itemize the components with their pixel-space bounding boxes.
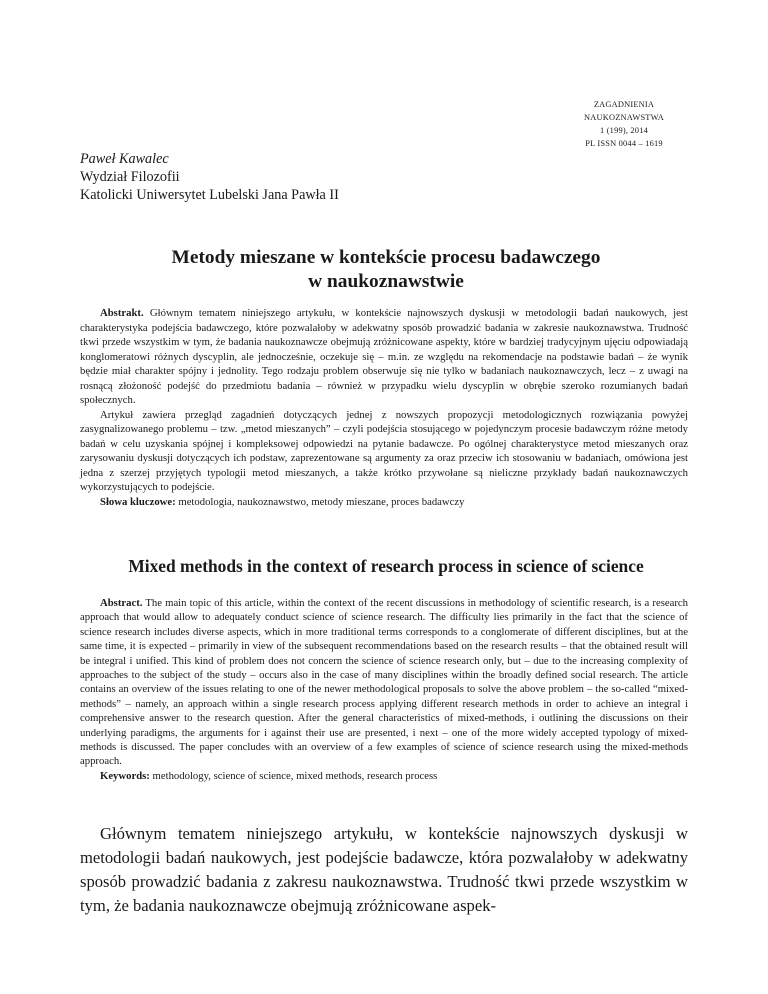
abstract-en-label: Abstract. [100,597,143,609]
author-name: Paweł Kawalec [80,151,169,167]
journal-name-line1: ZAGADNIENIA [593,100,655,109]
article-title-pl [80,246,692,294]
abstract-pl-paragraph2: Artykuł zawiera przegląd zagadnień dotyczących jednej z nowszych propozycji metodologicznych rozwiązania powyżej zasygnalizowanego problemu – tzw. „metod mieszanych” – czyli podejścia stosującego w pojedynczym procesie badawczym różne metody badań w celu uzyskania spójnej i kompleksowej odpowiedzi na pytanie badawcze. Po ogólnej charakterystyce metod mieszanych oraz zarysowaniu dyskusji dotyczących ich podstaw, zaprezentowane są argumenty za oraz przeciw ich stosowaniu w badaniach, omówiona jest jedna z szerzej przyjętych typologii metod mieszanych, a także krótko przywołane są nieliczne przykłady badań naukoznawczych wykorzystujących to podejście. [80,408,688,493]
keywords-en [80,769,688,783]
body-text [80,822,688,918]
journal-name-line2: NAUKOZNAWSTWA [583,113,665,122]
journal-info [572,98,676,150]
abstract-en-text: The main topic of this article, within the context of the recent discussions in methodology of scientific research, is a research approach that would allow to adequately conduct science of science research. The difficulty lies primarily in the fact that the science of science research includes diverse aspects, which in more traditional terms corresponds to a conglomerate of different disciplines, but at the same time, it is expected – primarily in view of the subsequent recommendations based on the research results – that the obtained result will be integral i unified. This kind of problem does not concern the science of science research only, but – due to the increasing complexity of approaches to the subject of the study – occurs also in the case of many disciplines within the broadly defined social research. The article contains an overview of the issues relating to one of the newer methodological proposals to solve the above problem – the so-called “mixed-methods” – namely, an approach within a single research process applying different research methods in order to achieve an integral i comprehensive answer to the research question. After the general characteristics of mixed-methods, i outlining the discussions on their underlying paradigms, the arguments for i against their use are presented, i next – one of the more widely accepted typology of mixed-methods is discussed. The paper concludes with an overview of a few examples of science of science research using the mixed-methods approach. [80,597,688,768]
keywords-pl [80,495,688,510]
abstract-en-paragraph [80,596,688,769]
abstract-en [80,596,688,783]
author-university: Katolicki Uniwersytet Lubelski Jana Pawła II [80,187,339,203]
journal-issn: PL ISSN 0044 – 1619 [585,139,663,148]
keywords-pl-label: Słowa kluczowe: [100,495,176,508]
keywords-en-text: methodology, science of science, mixed methods, research process [152,769,438,782]
abstract-pl [80,306,688,509]
journal-issue: 1 (199), 2014 [600,126,648,135]
keywords-en-label: Keywords: [100,769,150,782]
title-pl-line1: Metody mieszane w kontekście procesu badawczego [171,247,601,268]
title-pl-line2: w naukoznawstwie [308,271,464,292]
abstract-pl-paragraph1 [80,306,688,408]
keywords-pl-text: metodologia, naukoznawstwo, metody mieszane, proces badawczy [178,495,465,508]
abstract-pl-label: Abstrakt. [100,307,144,319]
body-paragraph1: Głównym tematem niniejszego artykułu, w kontekście najnowszych dyskusji w metodologii badań naukowych, jest podejście badawcze, która pozwalałoby w adekwatny sposób prowadzić badania z zakresu naukoznawstwa. Trudność tkwi przede wszystkim w tym, że badania naukoznawcze obejmują zróżnicowane aspek- [80,824,688,915]
abstract-pl-text1: Głównym tematem niniejszego artykułu, w kontekście najnowszych dyskusji w metodologii badań naukowych, jest charakterystyka podejścia badawczego, które pozwalałoby w adekwatny sposób prowadzić badania w zakresie naukoznawstwa. Trudność tkwi przede wszystkim w tym, że badania naukoznawcze obejmują zróżnicowane aspekty, które w bardziej tradycyjnym ujęciu odpowiadają konglomeratowi różnych dyscyplin, ale jednocześnie, oczekuje się – m.in. ze względu na rekomendacje na podstawie badań – że wynik będzie miał charakter spójny i jednolity. Tego rodzaju problem obserwuje się nie tylko w badaniach naukoznawczych, lecz – z uwagi na rosnącą złożoność podejść do przedmiotu badania – również w przypadku wielu dyscyplin w obrębie szeroko rozumianych badań społecznych. [80,307,689,406]
author-department: Wydział Filozofii [80,169,180,185]
article-title-en: Mixed methods in the context of research process in science of science [128,556,644,576]
author-block [80,150,339,204]
